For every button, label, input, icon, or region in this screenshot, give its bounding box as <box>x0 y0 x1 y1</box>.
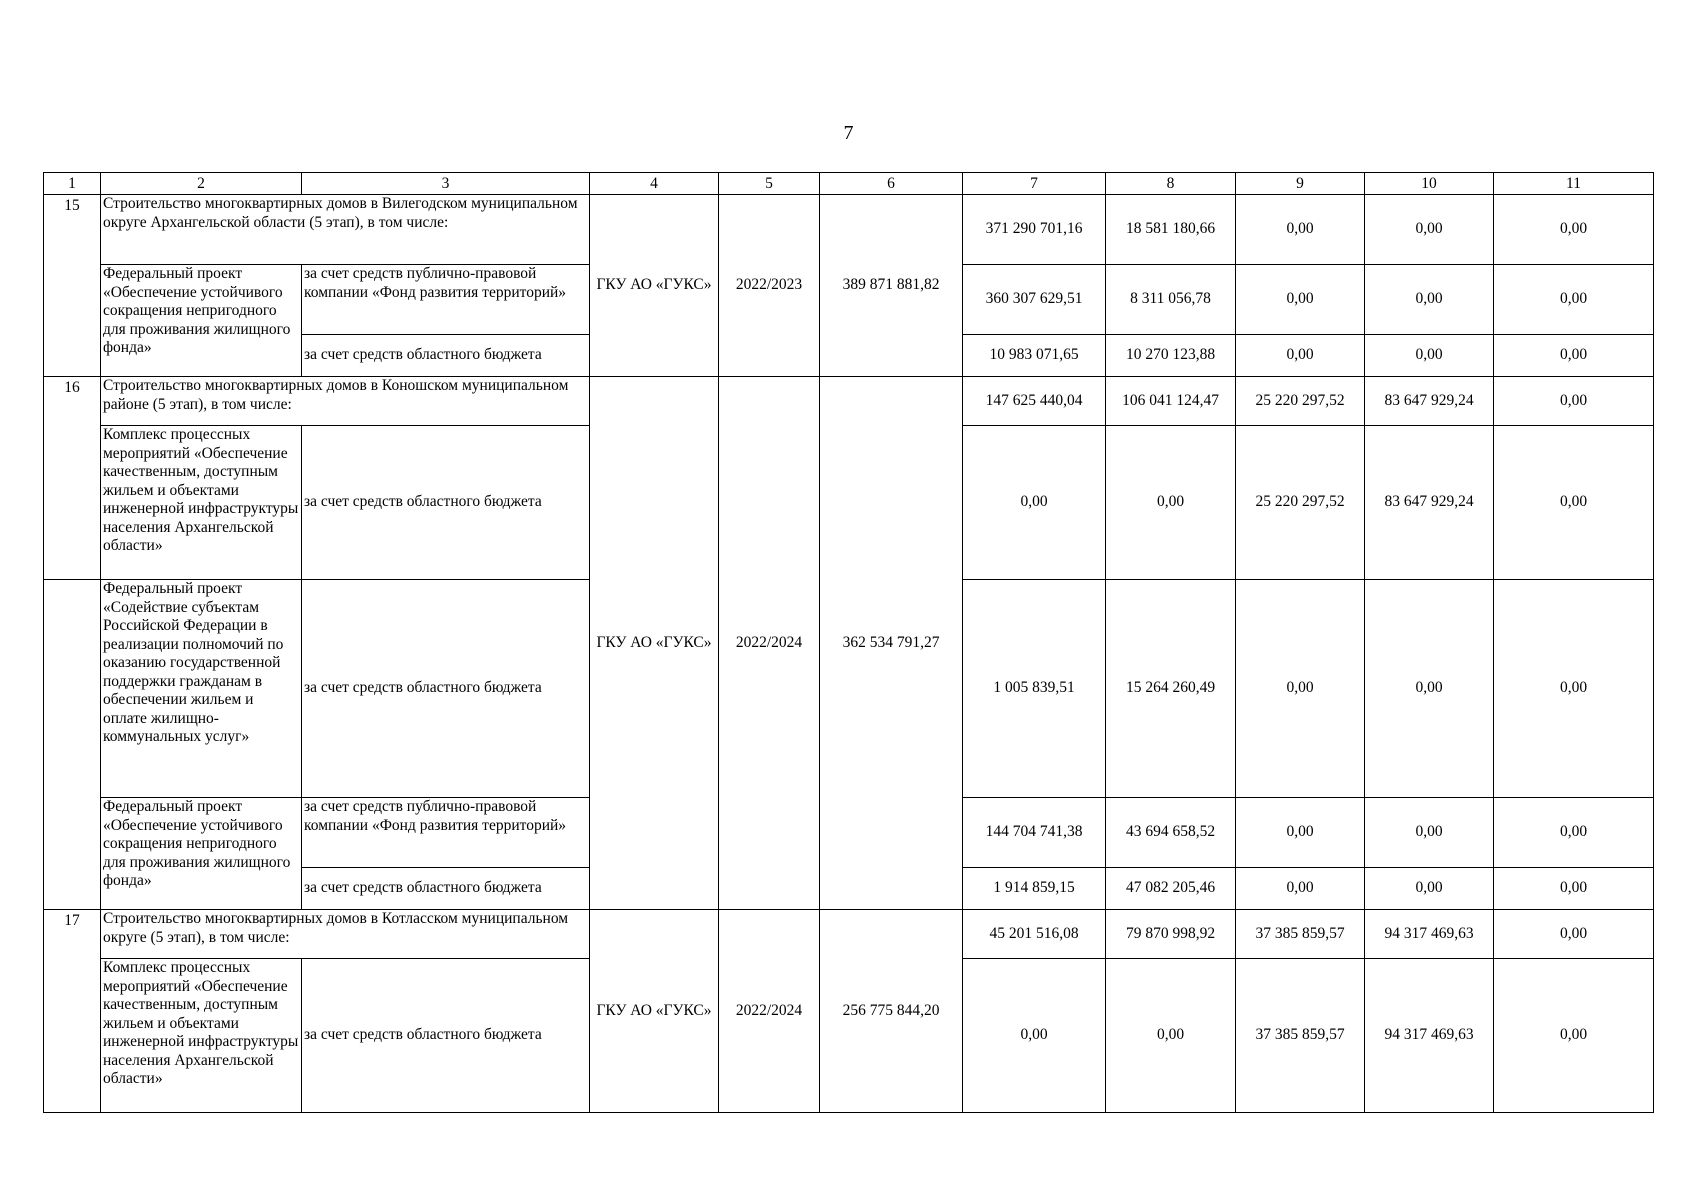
value-cell: 0,00 <box>1494 798 1654 868</box>
complex-name: Комплекс процессных мероприятий «Обеспечение качественным, доступным жильем и объектами инженерной инфраструктуры населения Архангельской области» <box>101 426 302 580</box>
value-cell: 0,00 <box>1494 868 1654 910</box>
customer-cell: ГКУ АО «ГУКС» <box>590 910 719 1113</box>
object-title: Строительство многоквартирных домов в Котласском муниципальном округе (5 этап), в том числе: <box>101 910 590 959</box>
value-cell: 0,00 <box>1236 580 1365 798</box>
value-cell: 360 307 629,51 <box>963 265 1106 335</box>
header-cell: 1 <box>44 173 101 195</box>
value-cell: 0,00 <box>1365 265 1494 335</box>
project-name: Федеральный проект «Обеспечение устойчивого сокращения непригодного для проживания жилищного фонда» <box>101 798 302 910</box>
cost-cell: 389 871 881,82 <box>820 195 963 377</box>
value-cell: 371 290 701,16 <box>963 195 1106 265</box>
value-cell: 0,00 <box>1236 868 1365 910</box>
value-cell: 37 385 859,57 <box>1236 910 1365 959</box>
funding-source: за счет средств публично-правовой компании «Фонд развития территорий» <box>302 798 590 868</box>
value-cell: 0,00 <box>1494 959 1654 1113</box>
value-cell: 0,00 <box>1494 195 1654 265</box>
complex-name: Комплекс процессных мероприятий «Обеспечение качественным, доступным жильем и объектами инженерной инфраструктуры населения Архангельской области» <box>101 959 302 1113</box>
row-number-cell <box>44 426 101 580</box>
value-cell: 0,00 <box>1236 195 1365 265</box>
value-cell: 0,00 <box>1365 335 1494 377</box>
header-cell: 7 <box>963 173 1106 195</box>
table-row <box>44 377 1654 426</box>
value-cell: 8 311 056,78 <box>1106 265 1236 335</box>
value-cell: 25 220 297,52 <box>1236 377 1365 426</box>
object-title: Строительство многоквартирных домов в Коношском муниципальном районе (5 этап), в том числе: <box>101 377 590 426</box>
value-cell: 0,00 <box>1494 265 1654 335</box>
value-cell: 0,00 <box>1494 426 1654 580</box>
value-cell: 0,00 <box>1106 426 1236 580</box>
value-cell: 79 870 998,92 <box>1106 910 1236 959</box>
value-cell: 94 317 469,63 <box>1365 910 1494 959</box>
value-cell: 0,00 <box>1494 910 1654 959</box>
value-cell: 0,00 <box>1365 868 1494 910</box>
value-cell: 0,00 <box>963 959 1106 1113</box>
value-cell: 10 983 071,65 <box>963 335 1106 377</box>
row-number: 15 <box>44 195 101 377</box>
period-cell: 2022/2024 <box>719 377 820 910</box>
value-cell: 94 317 469,63 <box>1365 959 1494 1113</box>
header-cell: 2 <box>101 173 302 195</box>
value-cell: 147 625 440,04 <box>963 377 1106 426</box>
row-number-cell <box>44 959 101 1113</box>
period-cell: 2022/2024 <box>719 910 820 1113</box>
value-cell: 18 581 180,66 <box>1106 195 1236 265</box>
value-cell: 47 082 205,46 <box>1106 868 1236 910</box>
value-cell: 0,00 <box>1236 798 1365 868</box>
row-number-cell <box>44 798 101 910</box>
value-cell: 25 220 297,52 <box>1236 426 1365 580</box>
funding-source: за счет средств областного бюджета <box>302 580 590 798</box>
customer-cell: ГКУ АО «ГУКС» <box>590 195 719 377</box>
customer-cell: ГКУ АО «ГУКС» <box>590 377 719 910</box>
funding-source: за счет средств областного бюджета <box>302 959 590 1113</box>
value-cell: 0,00 <box>1494 580 1654 798</box>
value-cell: 10 270 123,88 <box>1106 335 1236 377</box>
row-number: 16 <box>44 377 101 426</box>
value-cell: 106 041 124,47 <box>1106 377 1236 426</box>
value-cell: 0,00 <box>1365 798 1494 868</box>
header-cell: 8 <box>1106 173 1236 195</box>
value-cell: 0,00 <box>1365 195 1494 265</box>
value-cell: 43 694 658,52 <box>1106 798 1236 868</box>
value-cell: 0,00 <box>963 426 1106 580</box>
funding-source: за счет средств областного бюджета <box>302 335 590 377</box>
value-cell: 0,00 <box>1236 265 1365 335</box>
funding-source: за счет средств публично-правовой компании «Фонд развития территорий» <box>302 265 590 335</box>
cost-cell: 256 775 844,20 <box>820 910 963 1113</box>
object-title: Строительство многоквартирных домов в Вилегодском муниципальном округе Архангельской области (5 этап), в том числе: <box>101 195 590 265</box>
row-number: 17 <box>44 910 101 959</box>
value-cell: 1 914 859,15 <box>963 868 1106 910</box>
funding-source: за счет средств областного бюджета <box>302 426 590 580</box>
budget-table <box>43 172 1654 1113</box>
funding-source: за счет средств областного бюджета <box>302 868 590 910</box>
header-cell: 5 <box>719 173 820 195</box>
project-name: Федеральный проект «Содействие субъектам Российской Федерации в реализации полномочий по оказанию государственной поддержки гражданам в обеспечении жильем и оплате жилищно-коммунальных услуг» <box>101 580 302 798</box>
header-cell: 10 <box>1365 173 1494 195</box>
header-row <box>44 173 1654 195</box>
value-cell: 0,00 <box>1494 335 1654 377</box>
table-row <box>44 195 1654 265</box>
header-cell: 6 <box>820 173 963 195</box>
header-cell: 4 <box>590 173 719 195</box>
header-cell: 3 <box>302 173 590 195</box>
value-cell: 83 647 929,24 <box>1365 377 1494 426</box>
table-row <box>44 910 1654 959</box>
value-cell: 15 264 260,49 <box>1106 580 1236 798</box>
value-cell: 45 201 516,08 <box>963 910 1106 959</box>
header-cell: 11 <box>1494 173 1654 195</box>
value-cell: 0,00 <box>1236 335 1365 377</box>
value-cell: 0,00 <box>1494 377 1654 426</box>
project-name: Федеральный проект «Обеспечение устойчивого сокращения непригодного для проживания жилищного фонда» <box>101 265 302 377</box>
cost-cell: 362 534 791,27 <box>820 377 963 910</box>
value-cell: 83 647 929,24 <box>1365 426 1494 580</box>
period-cell: 2022/2023 <box>719 195 820 377</box>
page-number: 7 <box>843 122 854 144</box>
value-cell: 0,00 <box>1106 959 1236 1113</box>
value-cell: 0,00 <box>1365 580 1494 798</box>
value-cell: 37 385 859,57 <box>1236 959 1365 1113</box>
header-cell: 9 <box>1236 173 1365 195</box>
value-cell: 1 005 839,51 <box>963 580 1106 798</box>
value-cell: 144 704 741,38 <box>963 798 1106 868</box>
row-number-cell <box>44 580 101 798</box>
